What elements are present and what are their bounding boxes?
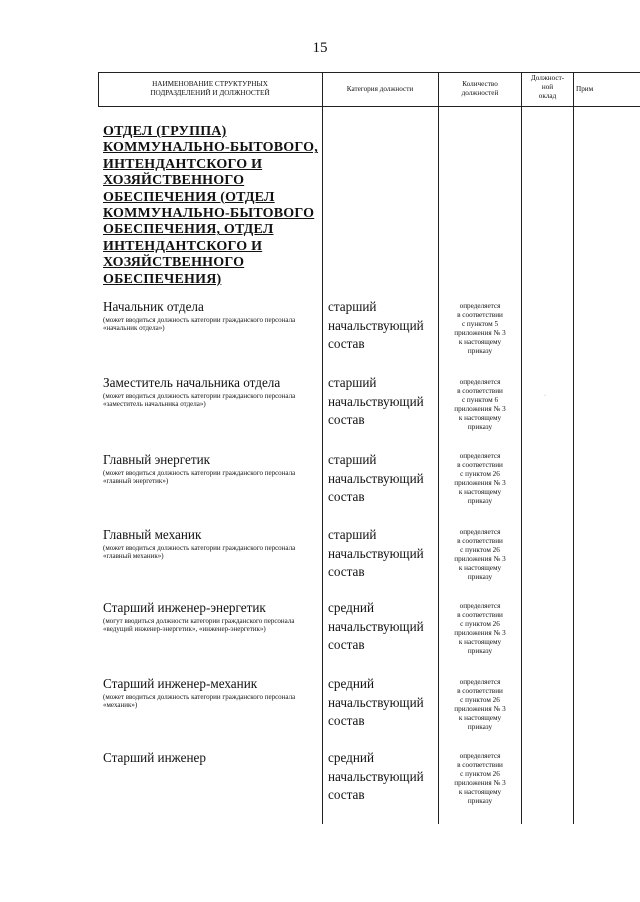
position-category: средний начальствующий состав [328, 600, 424, 652]
table-column-divider [573, 72, 574, 824]
table-header-bottom-border [98, 106, 640, 107]
position-note: (может вводиться должность категории гражданского персонала «главный механик») [103, 544, 296, 561]
position-note: (может вводиться должность категории гражданского персонала «начальник отдела») [103, 316, 296, 333]
position-count: определяется в соответствии с пунктом 26 приложения № 3 к настоящему приказу [454, 678, 506, 731]
position-name: Старший инженер-энергетик [103, 600, 266, 615]
position-name: Старший инженер [103, 750, 206, 765]
position-note: (может вводиться должность категории гражданского персонала «механик») [103, 693, 296, 710]
position-count: определяется в соответствии с пунктом 26 приложения № 3 к настоящему приказу [454, 602, 506, 655]
position-name: Старший инженер-механик [103, 676, 258, 691]
position-count: определяется в соответствии с пунктом 26 приложения № 3 к настоящему приказу [454, 452, 506, 505]
position-category: старший начальствующий состав [328, 375, 424, 427]
position-count: определяется в соответствии с пунктом 26 приложения № 3 к настоящему приказу [454, 752, 506, 805]
position-category: средний начальствующий состав [328, 676, 424, 728]
table-column-divider [521, 72, 522, 824]
position-category: средний начальствующий состав [328, 750, 424, 802]
position-category: старший начальствующий состав [328, 299, 424, 351]
position-count: определяется в соответствии с пунктом 26 приложения № 3 к настоящему приказу [454, 528, 506, 581]
scan-speck: · [544, 393, 546, 399]
header-salary: Должност- ной оклад [530, 74, 565, 100]
position-name: Главный механик [103, 527, 202, 542]
position-count: определяется в соответствии с пунктом 5 приложения № 3 к настоящему приказу [454, 302, 506, 355]
position-category: старший начальствующий состав [328, 527, 424, 579]
header-notes: Прим [576, 85, 594, 93]
position-note: (может вводиться должность категории гражданского персонала «главный энергетик») [103, 469, 296, 486]
table-column-divider [438, 72, 439, 824]
position-name: Заместитель начальника отдела [103, 375, 281, 390]
header-category: Категория должности [346, 85, 414, 93]
header-count: Количество должностей [461, 80, 499, 97]
position-name: Начальник отдела [103, 299, 204, 314]
table-top-border [98, 72, 640, 73]
position-count: определяется в соответствии с пунктом 6 приложения № 3 к настоящему приказу [454, 378, 506, 431]
section-title: ОТДЕЛ (ГРУППА) КОММУНАЛЬНО-БЫТОВОГО, ИНТЕНДАНТСКОГО И ХОЗЯЙСТВЕННОГО ОБЕСПЕЧЕНИЯ (ОТДЕЛ КОММУНАЛЬНО-БЫТОВОГО ОБЕСПЕЧЕНИЯ, ОТДЕЛ ИНТЕНДАНТСКОГО И ХОЗЯЙСТВЕННОГО ОБЕСПЕЧЕНИЯ) [103, 124, 318, 287]
header-subdivisions: НАИМЕНОВАНИЕ СТРУКТУРНЫХ ПОДРАЗДЕЛЕНИЙ И ДОЛЖНОСТЕЙ [150, 80, 270, 97]
page-number: 15 [312, 40, 328, 56]
position-category: старший начальствующий состав [328, 452, 424, 504]
position-note: (могут вводиться должности категории гражданского персонала «ведущий инженер-энергетик», «инженер-энергетик») [103, 617, 295, 634]
position-name: Главный энергетик [103, 452, 211, 467]
table-column-divider [98, 72, 99, 106]
position-note: (может вводиться должность категории гражданского персонала «заместитель начальника отдела») [103, 392, 296, 409]
table-column-divider [322, 72, 323, 824]
